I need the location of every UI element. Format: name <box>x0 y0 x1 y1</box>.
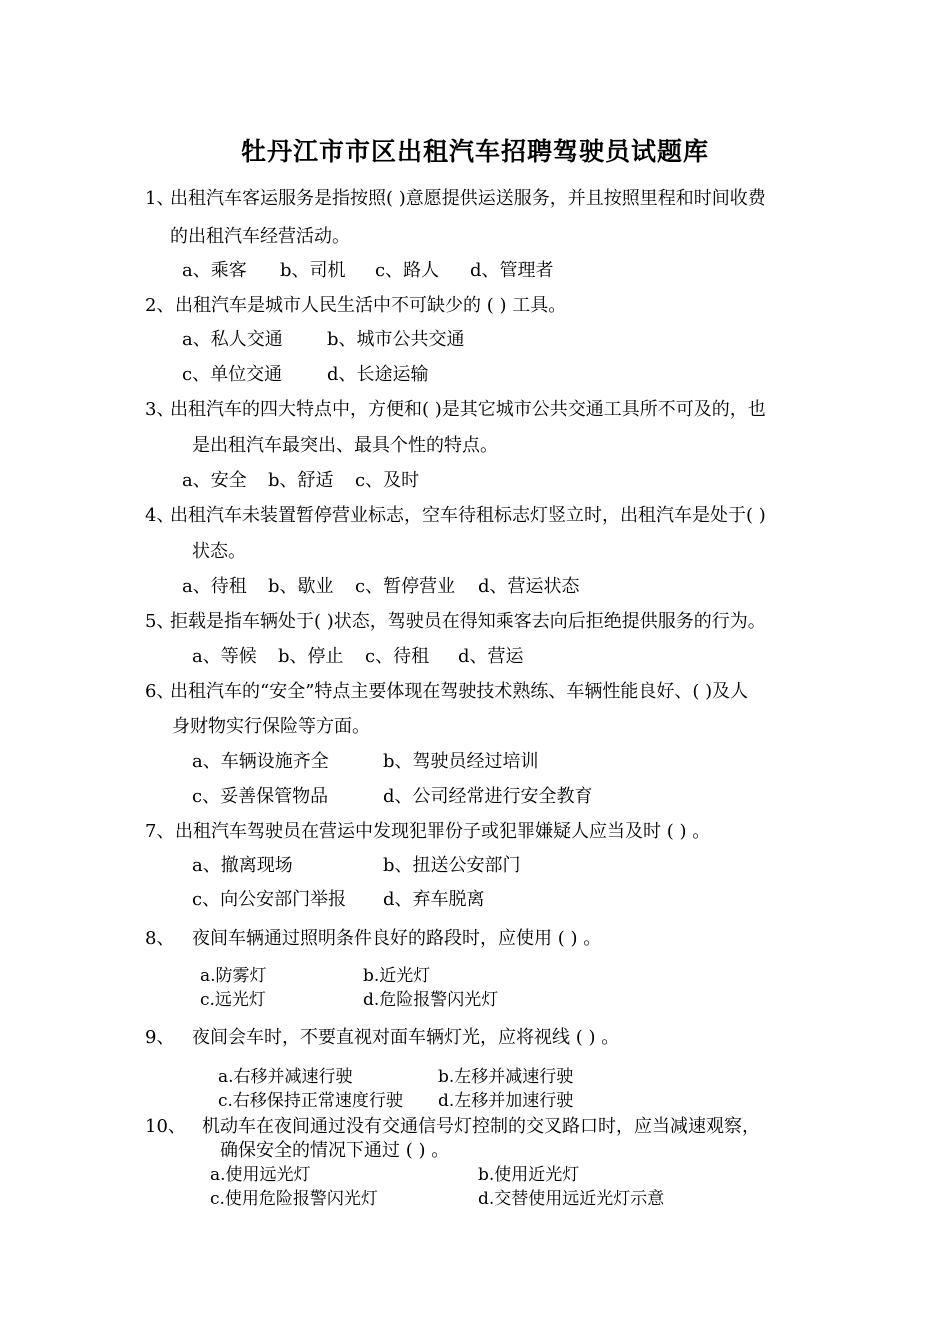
option: d、管理者 <box>470 260 554 281</box>
option: c.远光灯 <box>200 990 266 1010</box>
option: b.左移并减速行驶 <box>438 1067 574 1087</box>
question-number: 4、 <box>145 505 175 526</box>
option: b.使用近光灯 <box>478 1165 580 1185</box>
question-number: 7、 <box>145 821 175 842</box>
option: b、停止 <box>278 646 344 667</box>
option: c、单位交通 <box>182 364 283 385</box>
option: c、路人 <box>375 260 440 281</box>
question-number: 10、 <box>145 1116 186 1137</box>
option: c、向公安部门举报 <box>192 889 347 910</box>
option: d、弃车脱离 <box>383 889 485 910</box>
option: a.使用远光灯 <box>210 1165 311 1185</box>
option: b.近光灯 <box>363 966 431 986</box>
question-text: 出租汽车的“安全”特点主要体现在驾驶技术熟练、车辆性能良好、( )及人 <box>170 681 749 702</box>
option: b、城市公共交通 <box>327 329 465 350</box>
option: d、营运 <box>458 646 524 667</box>
question-number: 1、 <box>145 188 175 209</box>
option: a、乘客 <box>182 260 247 281</box>
option: a、车辆设施齐全 <box>192 751 329 772</box>
option: c.使用危险报警闪光灯 <box>210 1189 378 1209</box>
option: d、长途运输 <box>327 364 429 385</box>
question-text: 出租汽车驾驶员在营运中发现犯罪份子或犯罪嫌疑人应当及时 ( ) 。 <box>175 821 711 842</box>
question-text: 状态。 <box>192 541 246 562</box>
question-text: 出租汽车客运服务是指按照( )意愿提供运送服务，并且按照里程和时间收费 <box>170 188 766 209</box>
question-number: 5、 <box>145 611 175 632</box>
option: a、等候 <box>192 646 257 667</box>
question-text: 是出租汽车最突出、最具个性的特点。 <box>192 435 498 456</box>
question-text: 机动车在夜间通过没有交通信号灯控制的交叉路口时，应当减速观察， <box>202 1116 760 1137</box>
option: b、驾驶员经过培训 <box>383 751 539 772</box>
question-number: 8、 <box>145 928 175 949</box>
question-text: 确保安全的情况下通过 ( ) 。 <box>220 1140 450 1161</box>
option: a.右移并减速行驶 <box>218 1067 353 1087</box>
option: d、营运状态 <box>478 576 580 597</box>
option: c、及时 <box>355 470 420 491</box>
question-number: 6、 <box>145 681 175 702</box>
option: d.左移并加速行驶 <box>438 1091 574 1111</box>
option: a、私人交通 <box>182 329 283 350</box>
option: a、安全 <box>182 470 247 491</box>
question-number: 9、 <box>145 1027 175 1048</box>
option: b、司机 <box>280 260 346 281</box>
option: c.右移保持正常速度行驶 <box>218 1091 403 1111</box>
option: a、待租 <box>182 576 247 597</box>
question-text: 夜间车辆通过照明条件良好的路段时，应使用 ( ) 。 <box>192 928 602 949</box>
option: a.防雾灯 <box>200 966 267 986</box>
option: c、妥善保管物品 <box>192 786 329 807</box>
option: b、舒适 <box>268 470 334 491</box>
question-text: 出租汽车未装置暂停营业标志，空车待租标志灯竖立时，出租汽车是处于( ) <box>170 505 766 526</box>
option: b、扭送公安部门 <box>383 855 521 876</box>
question-text: 拒载是指车辆处于( )状态，驾驶员在得知乘客去向后拒绝提供服务的行为。 <box>170 611 766 632</box>
question-text: 身财物实行保险等方面。 <box>172 716 370 737</box>
option: b、歇业 <box>268 576 334 597</box>
document-title: 牡丹江市市区出租汽车招聘驾驶员试题库 <box>240 137 709 166</box>
question-text: 出租汽车是城市人民生活中不可缺少的 ( ) 工具。 <box>175 295 567 316</box>
option: c、待租 <box>365 646 430 667</box>
question-text: 的出租汽车经营活动。 <box>170 226 350 247</box>
option: d.交替使用远近光灯示意 <box>478 1189 665 1209</box>
option: a、撤离现场 <box>192 855 293 876</box>
question-text: 夜间会车时，不要直视对面车辆灯光，应将视线 ( ) 。 <box>192 1027 620 1048</box>
option: c、暂停营业 <box>355 576 456 597</box>
option: d、公司经常进行安全教育 <box>383 786 593 807</box>
question-number: 2、 <box>145 295 175 316</box>
option: d.危险报警闪光灯 <box>363 990 499 1010</box>
question-text: 出租汽车的四大特点中，方便和( )是其它城市公共交通工具所不可及的，也 <box>170 399 766 420</box>
question-number: 3、 <box>145 399 175 420</box>
